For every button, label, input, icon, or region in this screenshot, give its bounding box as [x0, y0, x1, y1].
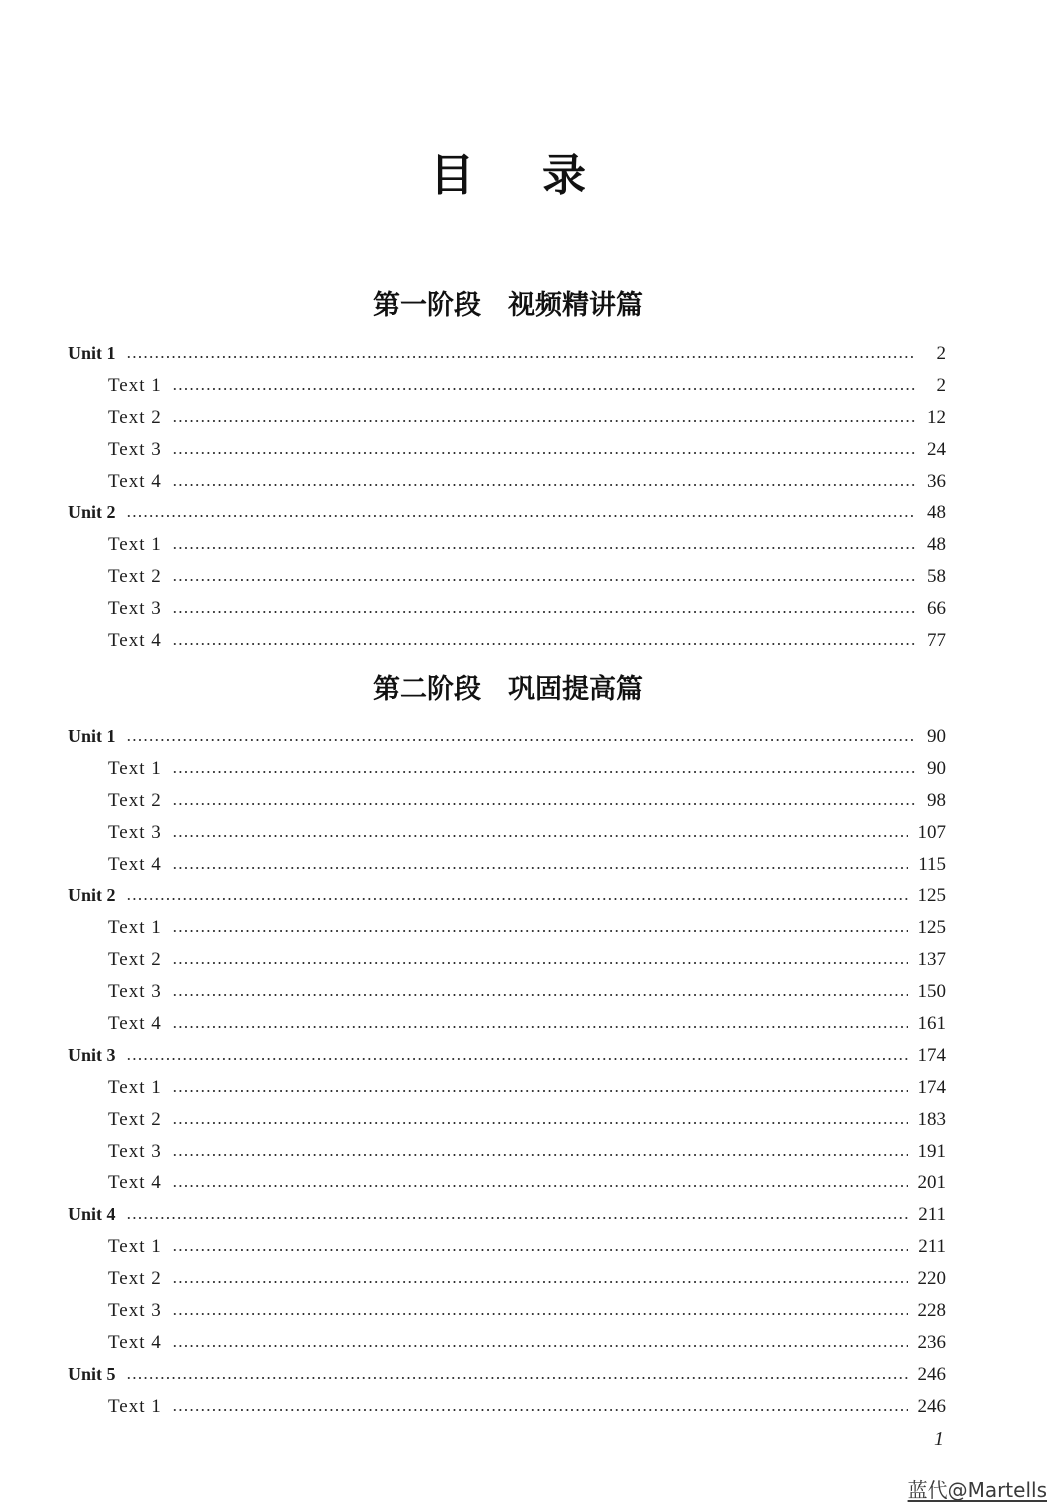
- dot-leader: [172, 388, 916, 390]
- toc-entry-page: 228: [917, 1300, 946, 1322]
- toc-entry-page: 125: [917, 917, 946, 939]
- toc-entry-page: 24: [927, 438, 946, 460]
- dot-leader: [126, 515, 916, 517]
- toc-unit-row[interactable]: [0, 880, 946, 912]
- dot-leader: [172, 962, 908, 964]
- dot-leader: [172, 1090, 908, 1092]
- toc-entry-label: Unit 2: [68, 502, 116, 523]
- toc-entry-label: Text 3: [108, 598, 162, 620]
- toc-entry-label: Text 3: [108, 1300, 162, 1322]
- toc-entry-page: 48: [927, 534, 946, 556]
- toc-entry-page: 174: [917, 1076, 946, 1098]
- toc-entry-page: 77: [927, 630, 946, 652]
- toc-text-row[interactable]: [0, 593, 946, 625]
- toc-text-row[interactable]: [0, 434, 946, 466]
- dot-leader: [126, 898, 908, 900]
- toc-text-row[interactable]: [0, 1104, 946, 1136]
- toc-text-row[interactable]: [0, 1327, 946, 1359]
- toc-entry-page: 211: [918, 1236, 946, 1258]
- toc-entry-label: Text 2: [108, 1108, 162, 1130]
- dot-leader: [172, 835, 908, 837]
- dot-leader: [126, 1217, 909, 1219]
- dot-leader: [172, 452, 916, 454]
- toc-entry-label: Unit 4: [68, 1204, 116, 1225]
- toc-entry-label: Text 4: [108, 1331, 162, 1353]
- toc-entry-label: Text 2: [108, 1268, 162, 1290]
- toc-entry-label: Text 3: [108, 821, 162, 843]
- toc-unit-row[interactable]: [0, 1199, 946, 1231]
- toc-text-row[interactable]: [0, 1072, 946, 1104]
- toc-text-row[interactable]: [0, 944, 946, 976]
- page-title-first-char: 目: [430, 150, 474, 201]
- toc-entry-page: 2: [936, 374, 946, 396]
- toc-entry-page: 48: [927, 502, 946, 524]
- section-title-stage-1: 第一阶段 视频精讲篇: [373, 290, 643, 321]
- toc-unit-row[interactable]: [0, 1040, 946, 1072]
- toc-entry-page: 12: [927, 406, 946, 428]
- dot-leader: [172, 547, 916, 549]
- toc-entry-label: Text 4: [108, 1172, 162, 1194]
- toc-entry-label: Text 1: [108, 917, 162, 939]
- toc-entry-label: Text 2: [108, 789, 162, 811]
- dot-leader: [172, 1154, 908, 1156]
- toc-entry-label: Text 1: [108, 1076, 162, 1098]
- toc-text-row[interactable]: [0, 753, 946, 785]
- watermark: 蓝代@Martells: [907, 1478, 1047, 1502]
- dot-leader: [172, 1026, 908, 1028]
- toc-text-row[interactable]: [0, 976, 946, 1008]
- toc-text-row[interactable]: [0, 370, 946, 402]
- dot-leader: [172, 867, 908, 869]
- toc-entry-page: 183: [917, 1108, 946, 1130]
- toc-entry-page: 66: [927, 598, 946, 620]
- toc-entry-label: Text 3: [108, 981, 162, 1003]
- toc-entry-label: Unit 5: [68, 1363, 116, 1384]
- toc-entry-page: 125: [917, 885, 946, 907]
- page-title-second-char: 录: [542, 150, 586, 201]
- dot-leader: [172, 1409, 908, 1411]
- toc-unit-row[interactable]: [0, 721, 946, 753]
- toc-entry-label: Text 4: [108, 470, 162, 492]
- page-number: 1: [934, 1428, 944, 1450]
- toc-entry-label: Text 1: [108, 1236, 162, 1258]
- toc-entry-page: 107: [917, 821, 946, 843]
- toc-entry-page: 211: [918, 1204, 946, 1226]
- toc-entry-label: Text 3: [108, 438, 162, 460]
- dot-leader: [172, 803, 916, 805]
- dot-leader: [172, 1122, 908, 1124]
- toc-entry-page: 191: [917, 1140, 946, 1162]
- toc-text-row[interactable]: [0, 1263, 946, 1295]
- dot-leader: [172, 1281, 908, 1283]
- toc-text-row[interactable]: [0, 817, 946, 849]
- toc-entry-page: 90: [927, 757, 946, 779]
- toc-entry-page: 246: [917, 1363, 946, 1385]
- page-title: [0, 146, 1016, 206]
- toc-text-row[interactable]: [0, 1167, 946, 1199]
- toc-unit-row[interactable]: [0, 338, 946, 370]
- dot-leader: [172, 1185, 908, 1187]
- toc-entry-page: 90: [927, 726, 946, 747]
- dot-leader: [172, 1313, 908, 1315]
- dot-leader: [126, 1058, 908, 1060]
- toc-text-row[interactable]: [0, 1295, 946, 1327]
- dot-leader: [172, 1345, 908, 1347]
- toc-entry-page: 161: [917, 1013, 946, 1035]
- toc-text-row[interactable]: [0, 625, 946, 657]
- toc-entry-page: 150: [917, 981, 946, 1003]
- toc-text-row[interactable]: [0, 402, 946, 434]
- toc-entry-label: Text 2: [108, 566, 162, 588]
- toc-text-row[interactable]: [0, 1391, 946, 1423]
- toc-entry-page: 201: [917, 1172, 946, 1194]
- toc-text-row[interactable]: [0, 849, 946, 881]
- dot-leader: [126, 739, 916, 741]
- section-title-stage-2: 第二阶段 巩固提高篇: [373, 674, 643, 705]
- toc-unit-row[interactable]: [0, 497, 946, 529]
- toc-entry-label: Text 1: [108, 1395, 162, 1417]
- toc-entry-label: Text 4: [108, 1013, 162, 1035]
- toc-text-row[interactable]: [0, 529, 946, 561]
- toc-entry-page: 98: [927, 789, 946, 811]
- toc-list-stage-1: [0, 338, 1051, 657]
- toc-entry-label: Unit 1: [68, 726, 116, 746]
- toc-text-row[interactable]: [0, 1008, 946, 1040]
- toc-entry-label: Text 1: [108, 374, 162, 396]
- toc-unit-row[interactable]: [0, 1359, 946, 1391]
- toc-list-stage-2: [0, 721, 1051, 1423]
- toc-text-row[interactable]: [0, 912, 946, 944]
- dot-leader: [172, 643, 916, 645]
- toc-text-row[interactable]: [0, 466, 946, 498]
- dot-leader: [172, 484, 916, 486]
- toc-entry-page: 220: [917, 1268, 946, 1290]
- dot-leader: [126, 356, 916, 358]
- toc-entry-page: 2: [936, 343, 946, 364]
- dot-leader: [126, 1377, 908, 1379]
- toc-entry-page: 58: [927, 566, 946, 588]
- toc-entry-page: 137: [917, 949, 946, 971]
- toc-entry-label: Text 4: [108, 853, 162, 875]
- dot-leader: [172, 930, 908, 932]
- toc-text-row[interactable]: [0, 561, 946, 593]
- toc-entry-label: Unit 1: [68, 343, 116, 363]
- toc-entry-label: Text 2: [108, 949, 162, 971]
- toc-entry-label: Text 4: [108, 630, 162, 652]
- dot-leader: [172, 611, 916, 613]
- dot-leader: [172, 994, 908, 996]
- toc-entry-page: 174: [917, 1044, 946, 1066]
- toc-entry-page: 115: [918, 853, 946, 875]
- toc-entry-label: Text 3: [108, 1140, 162, 1162]
- toc-entry-label: Text 2: [108, 406, 162, 428]
- toc-entry-page: 246: [917, 1395, 946, 1417]
- toc-entry-page: 236: [917, 1331, 946, 1353]
- toc-text-row[interactable]: [0, 785, 946, 817]
- toc-text-row[interactable]: [0, 1231, 946, 1263]
- toc-entry-label: Unit 2: [68, 885, 116, 906]
- toc-entry-label: Unit 3: [68, 1044, 116, 1065]
- toc-text-row[interactable]: [0, 1136, 946, 1168]
- toc-entry-label: Text 1: [108, 534, 162, 556]
- dot-leader: [172, 771, 916, 773]
- dot-leader: [172, 579, 916, 581]
- toc-entry-page: 36: [927, 470, 946, 492]
- toc-entry-label: Text 1: [108, 757, 162, 779]
- dot-leader: [172, 420, 916, 422]
- dot-leader: [172, 1249, 908, 1251]
